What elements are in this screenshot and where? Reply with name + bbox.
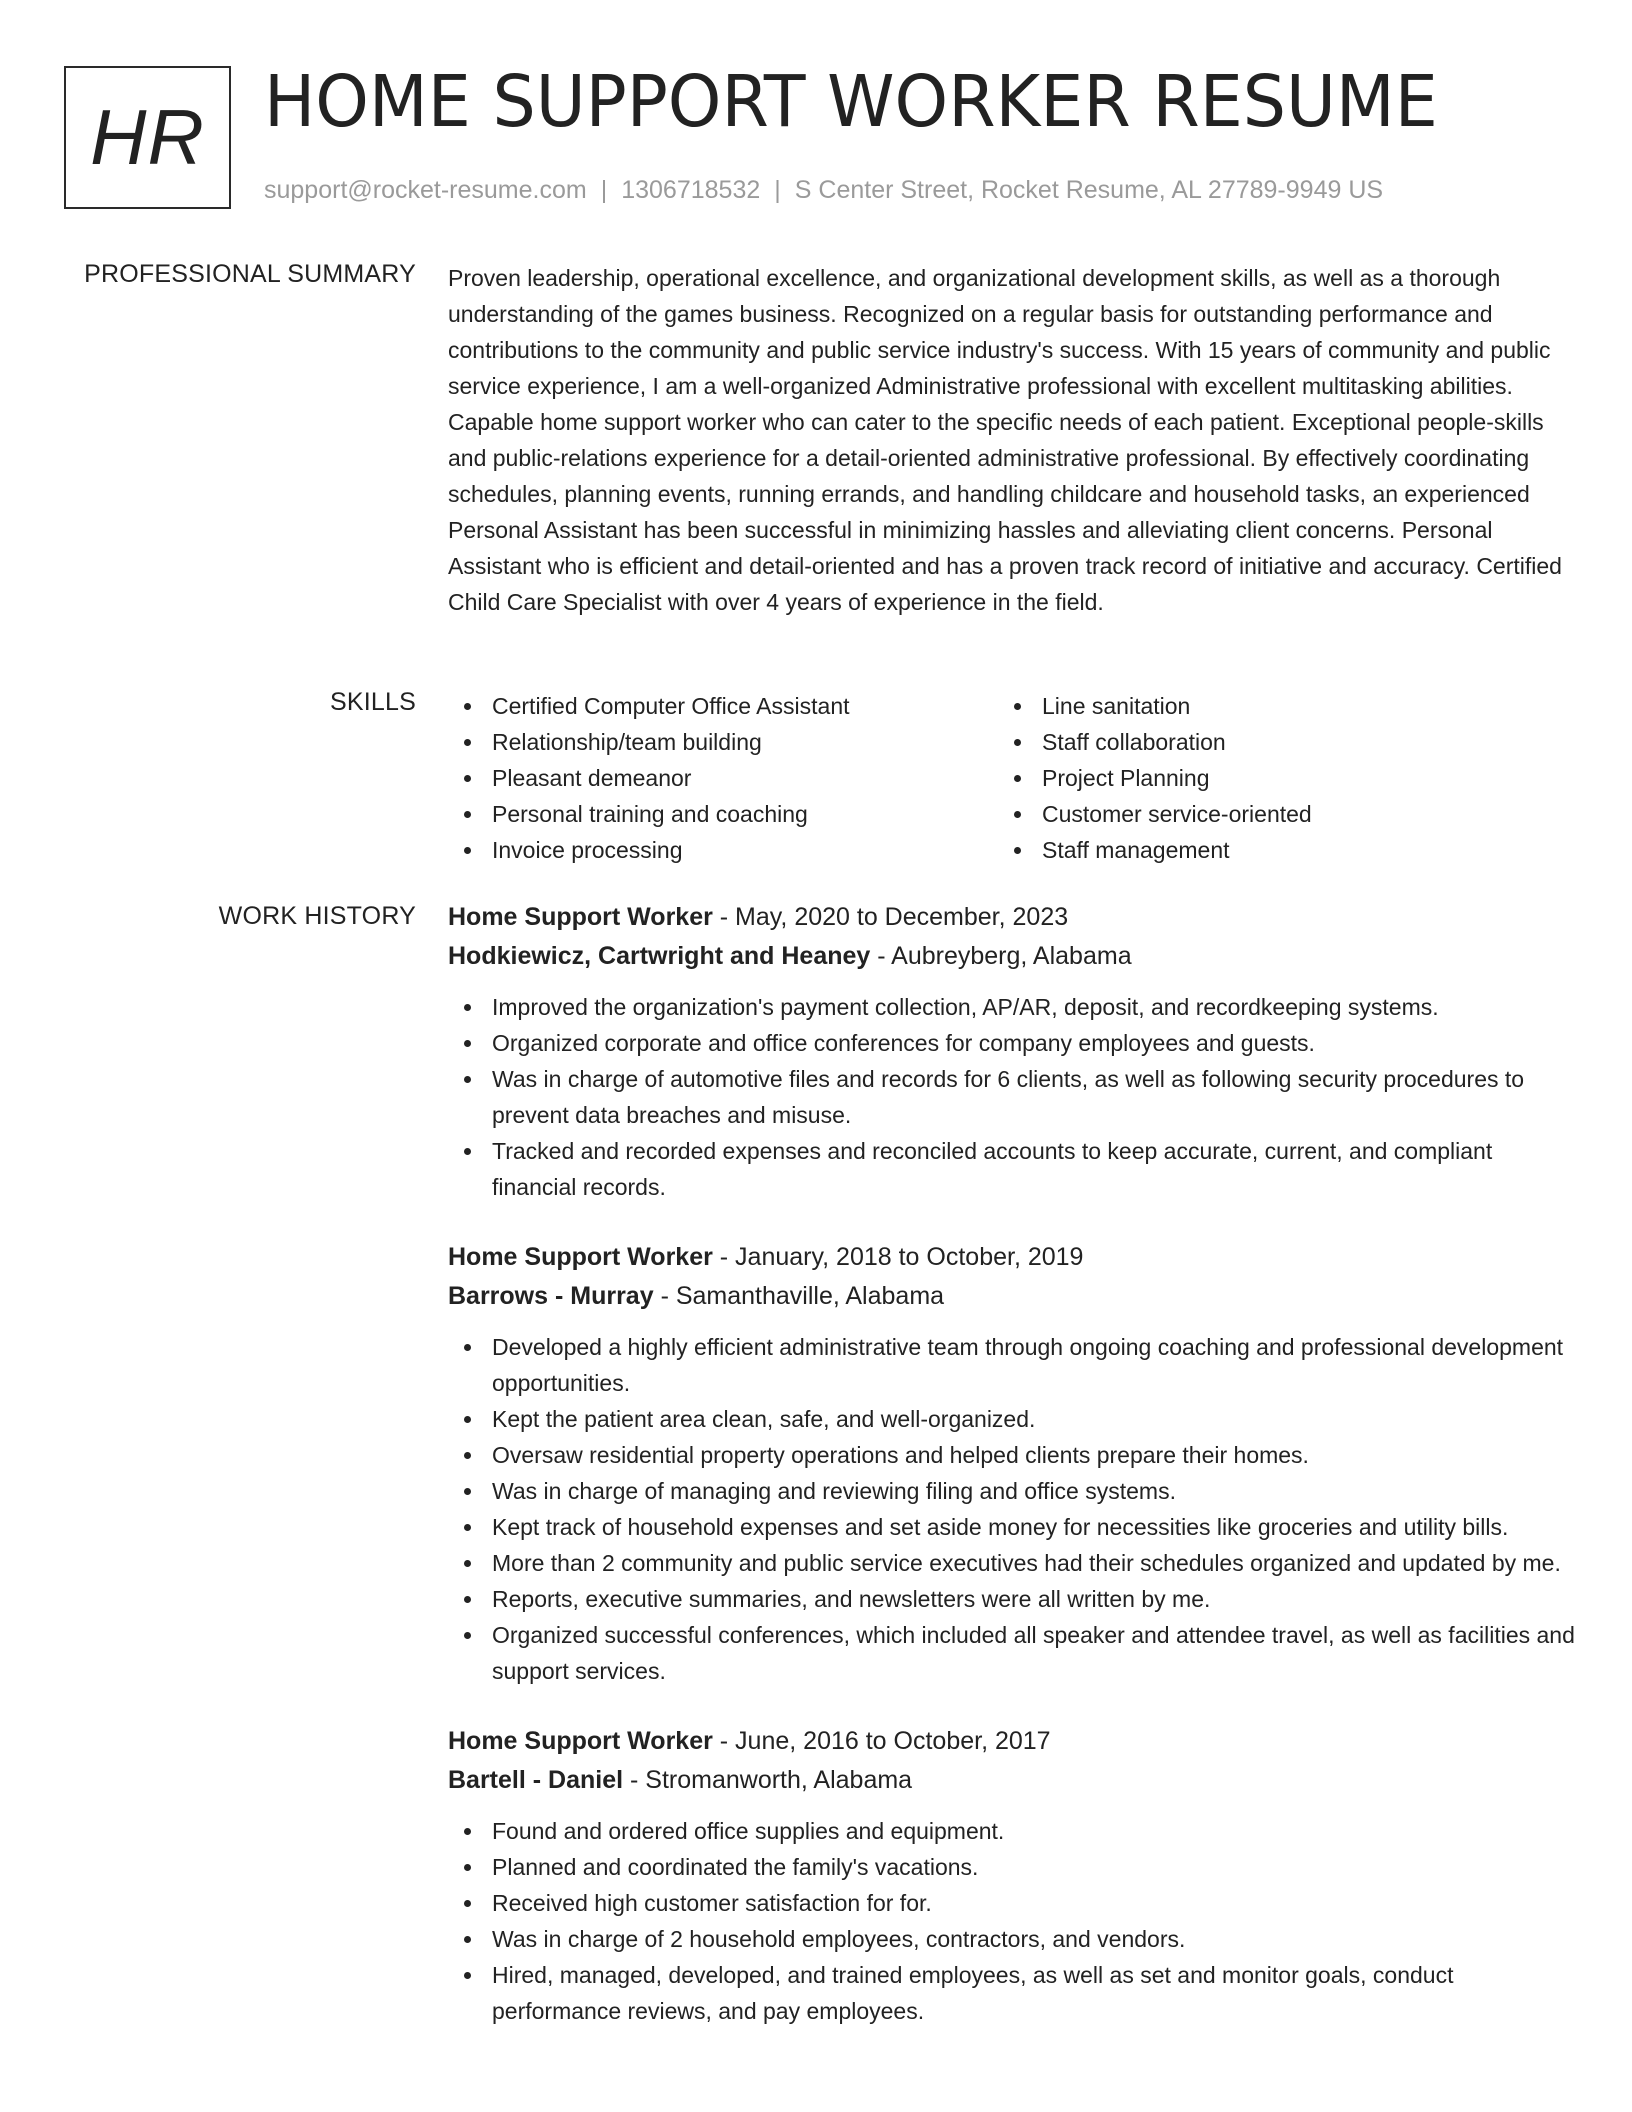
job-bullet: Kept the patient area clean, safe, and well-organized. bbox=[448, 1401, 1578, 1437]
job-bullet: Tracked and recorded expenses and reconciled accounts to keep accurate, current, and compliant financial records. bbox=[448, 1133, 1578, 1205]
monogram-badge: HR bbox=[64, 66, 231, 209]
contact-email[interactable]: support@rocket-resume.com bbox=[264, 176, 587, 204]
job-company: Bartell - Daniel bbox=[448, 1766, 624, 1794]
job-entry bbox=[448, 1722, 1578, 2029]
job-bullet: Received high customer satisfaction for for. bbox=[448, 1885, 1578, 1921]
resume-header bbox=[64, 60, 1584, 210]
skills-columns bbox=[448, 688, 1578, 868]
job-bullet: Was in charge of 2 household employees, contractors, and vendors. bbox=[448, 1921, 1578, 1957]
job-bullet: Organized successful conferences, which included all speaker and attendee travel, as well as facilities and support services. bbox=[448, 1617, 1578, 1689]
job-bullet: Was in charge of managing and reviewing filing and office systems. bbox=[448, 1473, 1578, 1509]
job-dates: - June, 2016 to October, 2017 bbox=[712, 1727, 1051, 1755]
job-bullet: Organized corporate and office conferences for company employees and guests. bbox=[448, 1025, 1578, 1061]
skill-item: Line sanitation bbox=[998, 688, 1548, 724]
skill-item: Relationship/team building bbox=[448, 724, 998, 760]
section-label-summary: PROFESSIONAL SUMMARY bbox=[84, 260, 416, 288]
contact-separator: | bbox=[774, 176, 781, 204]
job-dates: - May, 2020 to December, 2023 bbox=[712, 903, 1069, 931]
job-bullet: More than 2 community and public service executives had their schedules organized and updated by me. bbox=[448, 1545, 1578, 1581]
skill-item: Personal training and coaching bbox=[448, 796, 998, 832]
section-label-skills: SKILLS bbox=[330, 688, 416, 716]
page-title: HOME SUPPORT WORKER RESUME bbox=[264, 60, 1438, 143]
skill-item: Staff management bbox=[998, 832, 1548, 868]
skills-list-left bbox=[448, 688, 998, 868]
skill-item: Certified Computer Office Assistant bbox=[448, 688, 998, 724]
job-bullet: Planned and coordinated the family's vacations. bbox=[448, 1849, 1578, 1885]
job-entry bbox=[448, 898, 1578, 1205]
job-title-line bbox=[448, 1238, 1578, 1277]
job-company-line bbox=[448, 1277, 1578, 1316]
job-bullet: Kept track of household expenses and set aside money for necessities like groceries and utility bills. bbox=[448, 1509, 1578, 1545]
job-entry bbox=[448, 1238, 1578, 1689]
job-company-line bbox=[448, 1761, 1578, 1800]
job-bullet: Developed a highly efficient administrative team through ongoing coaching and professional development opportunities. bbox=[448, 1329, 1578, 1401]
skills-list-right bbox=[998, 688, 1548, 868]
job-bullets bbox=[448, 1329, 1578, 1689]
skill-item: Pleasant demeanor bbox=[448, 760, 998, 796]
job-location: - Samanthaville, Alabama bbox=[653, 1282, 945, 1310]
job-title: Home Support Worker bbox=[448, 1727, 713, 1755]
job-bullets bbox=[448, 989, 1578, 1205]
section-label-work-history: WORK HISTORY bbox=[218, 902, 416, 930]
contact-phone[interactable]: 1306718532 bbox=[621, 176, 761, 204]
job-company: Barrows - Murray bbox=[448, 1282, 654, 1310]
job-bullet: Hired, managed, developed, and trained employees, as well as set and monitor goals, conduct performance reviews, and pay employees. bbox=[448, 1957, 1578, 2029]
skill-item: Staff collaboration bbox=[998, 724, 1548, 760]
job-bullet: Reports, executive summaries, and newsletters were all written by me. bbox=[448, 1581, 1578, 1617]
job-bullet: Oversaw residential property operations and helped clients prepare their homes. bbox=[448, 1437, 1578, 1473]
job-location: - Stromanworth, Alabama bbox=[623, 1766, 913, 1794]
job-title: Home Support Worker bbox=[448, 1243, 713, 1271]
summary-text: Proven leadership, operational excellence, and organizational development skills, as well as a thorough understanding of the games business. Recognized on a regular basis for outstanding performance and contributions to the community and public service industry's success. With 15 years of community and public service experience, I am a well-organized Administrative professional with excellent multitasking abilities. Capable home support worker who can cater to the specific needs of each patient. Exceptional people-skills and public-relations experience for a detail-oriented administrative professional. By effectively coordinating schedules, planning events, running errands, and handling childcare and household tasks, an experienced Personal Assistant has been successful in minimizing hassles and alleviating client concerns. Personal Assistant who is efficient and detail-oriented and has a proven track record of initiative and accuracy. Certified Child Care Specialist with over 4 years of experience in the field. bbox=[448, 265, 1562, 615]
job-dates: - January, 2018 to October, 2019 bbox=[712, 1243, 1084, 1271]
job-title: Home Support Worker bbox=[448, 903, 713, 931]
skill-item: Customer service-oriented bbox=[998, 796, 1548, 832]
job-bullets bbox=[448, 1813, 1578, 2029]
job-company-line bbox=[448, 937, 1578, 976]
contact-line bbox=[264, 176, 1383, 205]
job-bullet: Improved the organization's payment collection, AP/AR, deposit, and recordkeeping systems. bbox=[448, 989, 1578, 1025]
contact-separator: | bbox=[600, 176, 608, 204]
job-bullet: Was in charge of automotive files and records for 6 clients, as well as following security procedures to prevent data breaches and misuse. bbox=[448, 1061, 1578, 1133]
skill-item: Project Planning bbox=[998, 760, 1548, 796]
job-title-line bbox=[448, 898, 1578, 937]
job-location: - Aubreyberg, Alabama bbox=[870, 942, 1132, 970]
contact-address: S Center Street, Rocket Resume, AL 27789-9949 US bbox=[794, 176, 1384, 204]
skill-item: Invoice processing bbox=[448, 832, 998, 868]
job-company: Hodkiewicz, Cartwright and Heaney bbox=[448, 942, 871, 970]
job-bullet: Found and ordered office supplies and equipment. bbox=[448, 1813, 1578, 1849]
job-title-line bbox=[448, 1722, 1578, 1761]
